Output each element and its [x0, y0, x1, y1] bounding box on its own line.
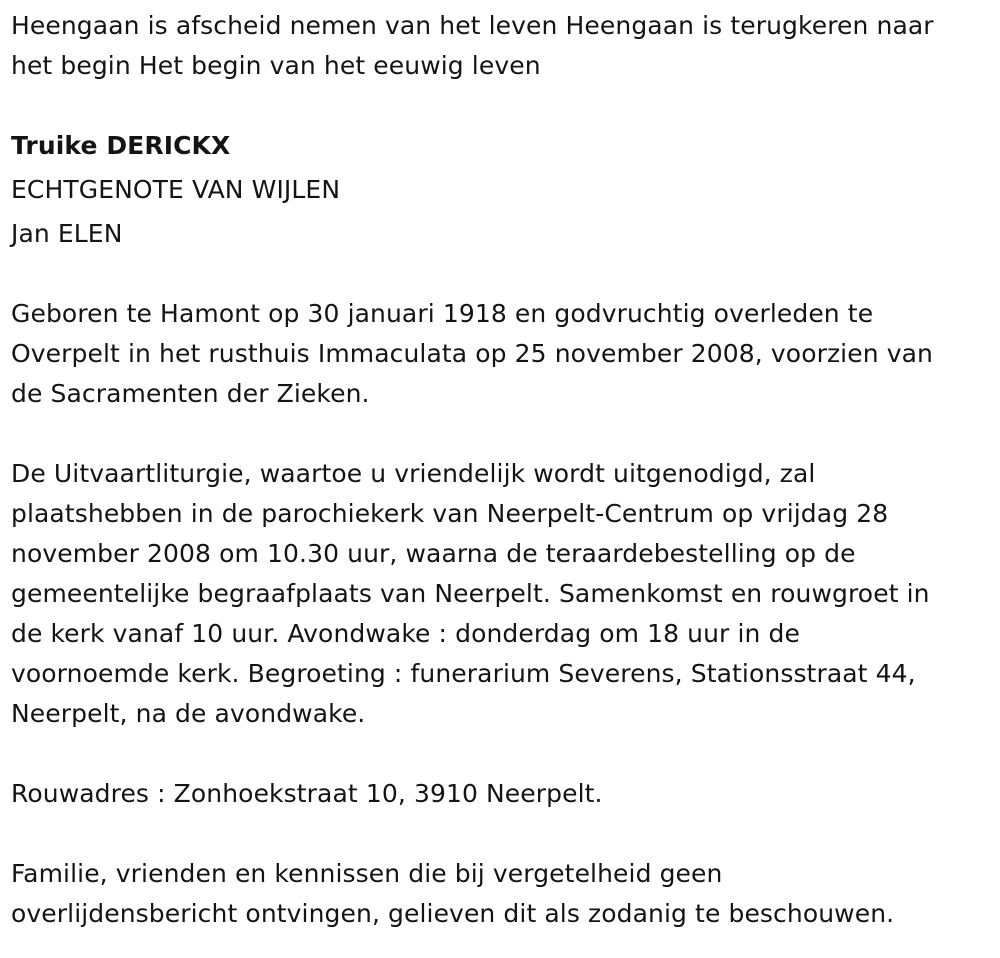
paragraph-line: plaatshebben in de parochiekerk van Neerpelt-Centrum op vrijdag 28	[11, 499, 889, 528]
paragraph-line: Neerpelt, na de avondwake.	[11, 699, 366, 728]
paragraph-line: de kerk vanaf 10 uur. Avondwake : donderdag om 18 uur in de	[11, 619, 800, 648]
mourning-address: Rouwadres : Zonhoekstraat 10, 3910 Neerpelt.	[11, 779, 603, 808]
paragraph-line: Overpelt in het rusthuis Immaculata op 25 november 2008, voorzien van	[11, 339, 933, 368]
poem	[11, 0, 991, 86]
paragraph-line: voornoemde kerk. Begroeting : funerarium Severens, Stationsstraat 44,	[11, 659, 916, 688]
paragraph-line: de Sacramenten der Zieken.	[11, 379, 370, 408]
paragraph-line: De Uitvaartliturgie, waartoe u vriendelijk wordt uitgenodigd, zal	[11, 459, 816, 488]
poem-line: het begin Het begin van het eeuwig leven	[11, 51, 541, 80]
paragraph-line: gemeentelijke begraafplaats van Neerpelt. Samenkomst en rouwgroet in	[11, 579, 930, 608]
closing-paragraph	[11, 854, 991, 934]
paragraph-line: overlijdensbericht ontvingen, gelieven dit als zodanig te beschouwen.	[11, 899, 895, 928]
poem-line: Heengaan is afscheid nemen van het leven Heengaan is terugkeren naar	[11, 11, 934, 40]
paragraph-line: november 2008 om 10.30 uur, waarna de teraardebestelling op de	[11, 539, 856, 568]
birth-death-paragraph	[11, 294, 991, 414]
funeral-paragraph	[11, 454, 991, 734]
paragraph-line: Geboren te Hamont op 30 januari 1918 en godvruchtig overleden te	[11, 299, 874, 328]
obituary-notice	[11, 0, 991, 934]
deceased-name: Truike DERICKX	[11, 131, 231, 160]
spouse-name: Jan ELEN	[11, 219, 123, 248]
relation-label: ECHTGENOTE VAN WIJLEN	[11, 175, 341, 204]
paragraph-line: Familie, vrienden en kennissen die bij vergetelheid geen	[11, 859, 723, 888]
